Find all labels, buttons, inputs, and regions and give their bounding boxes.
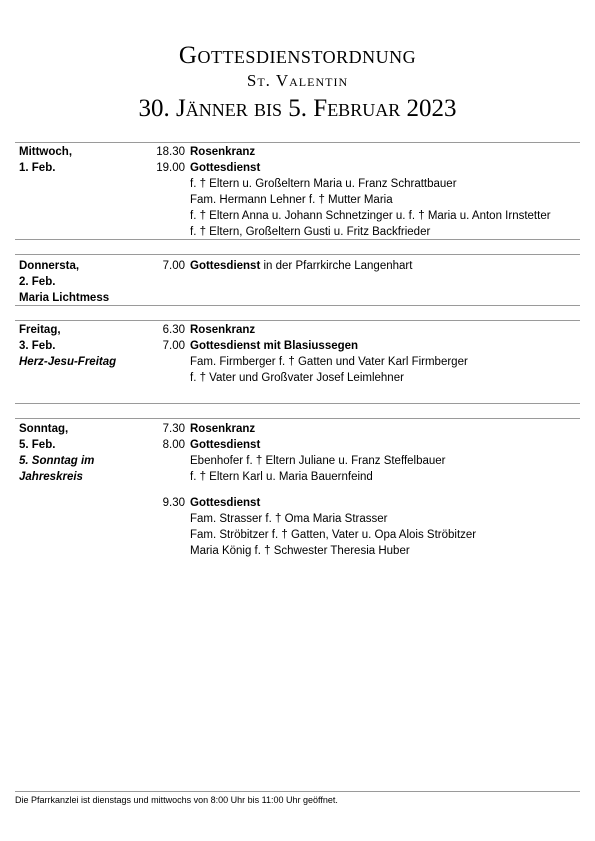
event-list bbox=[135, 421, 575, 559]
intention-line: f. † Eltern u. Großeltern Maria u. Franz Schrattbauer bbox=[190, 178, 457, 190]
event-title: Gottesdienst bbox=[190, 497, 261, 509]
event-title: Rosenkranz bbox=[190, 423, 256, 435]
divider bbox=[15, 142, 580, 143]
intention-line: f. † Eltern Karl u. Maria Bauernfeind bbox=[190, 471, 373, 483]
day-label: Donnersta, 2. Feb. Maria Lichtmess bbox=[19, 260, 110, 304]
intention-line: Ebenhofer f. † Eltern Juliane u. Franz Steffelbauer bbox=[190, 455, 446, 467]
event-location: in der Pfarrkirche Langenhart bbox=[260, 260, 413, 272]
day-label: Mittwoch, 1. Feb. bbox=[19, 146, 73, 174]
event-time: 18.30 bbox=[156, 146, 185, 158]
intention-line: Fam. Firmberger f. † Gatten und Vater Karl Firmberger bbox=[190, 356, 468, 368]
intention-line: Fam. Ströbitzer f. † Gatten, Vater u. Opa Alois Ströbitzer bbox=[190, 529, 477, 541]
event-time: 6.30 bbox=[162, 324, 185, 336]
event-title: Rosenkranz bbox=[190, 324, 256, 336]
event-title: Gottesdienst bbox=[190, 162, 261, 174]
event-row bbox=[135, 160, 575, 176]
intention-line: f. † Eltern Anna u. Johann Schnetzinger u. f. † Maria u. Anton Irnstetter bbox=[190, 210, 551, 222]
event-time: 8.00 bbox=[162, 439, 185, 451]
event-row bbox=[135, 144, 575, 160]
day-label: Sonntag, 5. Feb. 5. Sonntag im Jahreskreis bbox=[19, 423, 95, 483]
event-list bbox=[135, 322, 575, 386]
event-time: 9.30 bbox=[162, 497, 185, 509]
divider bbox=[15, 320, 580, 321]
event-time: 19.00 bbox=[156, 162, 185, 174]
event-list bbox=[135, 258, 575, 274]
intention-line: f. † Vater und Großvater Josef Leimlehner bbox=[190, 372, 404, 384]
event-time: 7.00 bbox=[162, 260, 185, 272]
divider bbox=[15, 254, 580, 255]
event-list bbox=[135, 144, 575, 240]
event-time: 7.30 bbox=[162, 423, 185, 435]
date-range: 30. Jänner bis 5. Februar 2023 bbox=[138, 95, 457, 122]
event-title: Gottesdienst mit Blasiussegen bbox=[190, 340, 359, 352]
intention-line: Fam. Hermann Lehner f. † Mutter Maria bbox=[190, 194, 393, 206]
event-time: 7.00 bbox=[162, 340, 185, 352]
event-row bbox=[135, 258, 575, 274]
event-row bbox=[135, 338, 575, 354]
event-row bbox=[135, 437, 575, 453]
event-title: Rosenkranz bbox=[190, 146, 256, 158]
page-header bbox=[0, 42, 595, 125]
event-row bbox=[135, 421, 575, 437]
office-hours-note: Die Pfarrkanzlei ist dienstags und mittwochs von 8:00 Uhr bis 11:00 Uhr geöffnet. bbox=[15, 795, 338, 805]
divider bbox=[15, 791, 580, 792]
event-title: Gottesdienst bbox=[190, 439, 261, 451]
day-label: Freitag, 3. Feb. Herz-Jesu-Freitag bbox=[19, 324, 117, 368]
page-title: Gottesdienstordnung bbox=[178, 42, 417, 69]
divider bbox=[15, 403, 580, 404]
event-row bbox=[135, 322, 575, 338]
intention-line: Fam. Strasser f. † Oma Maria Strasser bbox=[190, 513, 388, 525]
intention-line: Maria König f. † Schwester Theresia Huber bbox=[190, 545, 410, 557]
event-row bbox=[135, 495, 575, 511]
parish-name: St. Valentin bbox=[246, 71, 349, 90]
divider bbox=[15, 418, 580, 419]
intention-line: f. † Eltern, Großeltern Gusti u. Fritz Backfrieder bbox=[190, 226, 431, 238]
event-title: Gottesdienst bbox=[190, 260, 261, 272]
